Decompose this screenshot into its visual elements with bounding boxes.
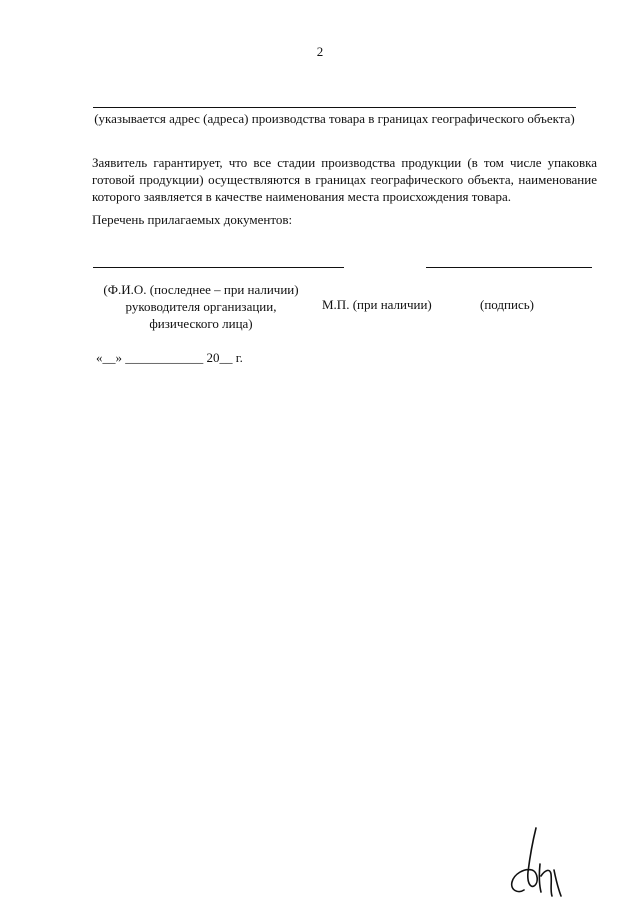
stamp-caption: М.П. (при наличии) — [322, 297, 432, 312]
signature-underline — [426, 267, 592, 268]
fio-underline — [93, 267, 344, 268]
attached-documents-label: Перечень прилагаемых документов: — [92, 212, 293, 227]
guarantee-paragraph: Заявитель гарантирует, что все стадии производства продукции (в том числе упаковка готовой продукции) осуществляются в границах географического объекта, наименование которого заявляется в качестве наименования места происхождения товара. — [92, 155, 597, 204]
fio-caption: (Ф.И.О. (последнее – при наличии) руководителя организации, физического лица) — [103, 282, 299, 331]
page-number: 2 — [316, 44, 324, 59]
address-caption: (указывается адрес (адреса) производства товара в границах географического объекта) — [94, 111, 575, 126]
date-line: «__» ____________ 20__ г. — [96, 350, 243, 365]
address-underline — [93, 107, 576, 108]
signature-caption: (подпись) — [480, 297, 534, 312]
handwritten-signature — [506, 826, 566, 898]
